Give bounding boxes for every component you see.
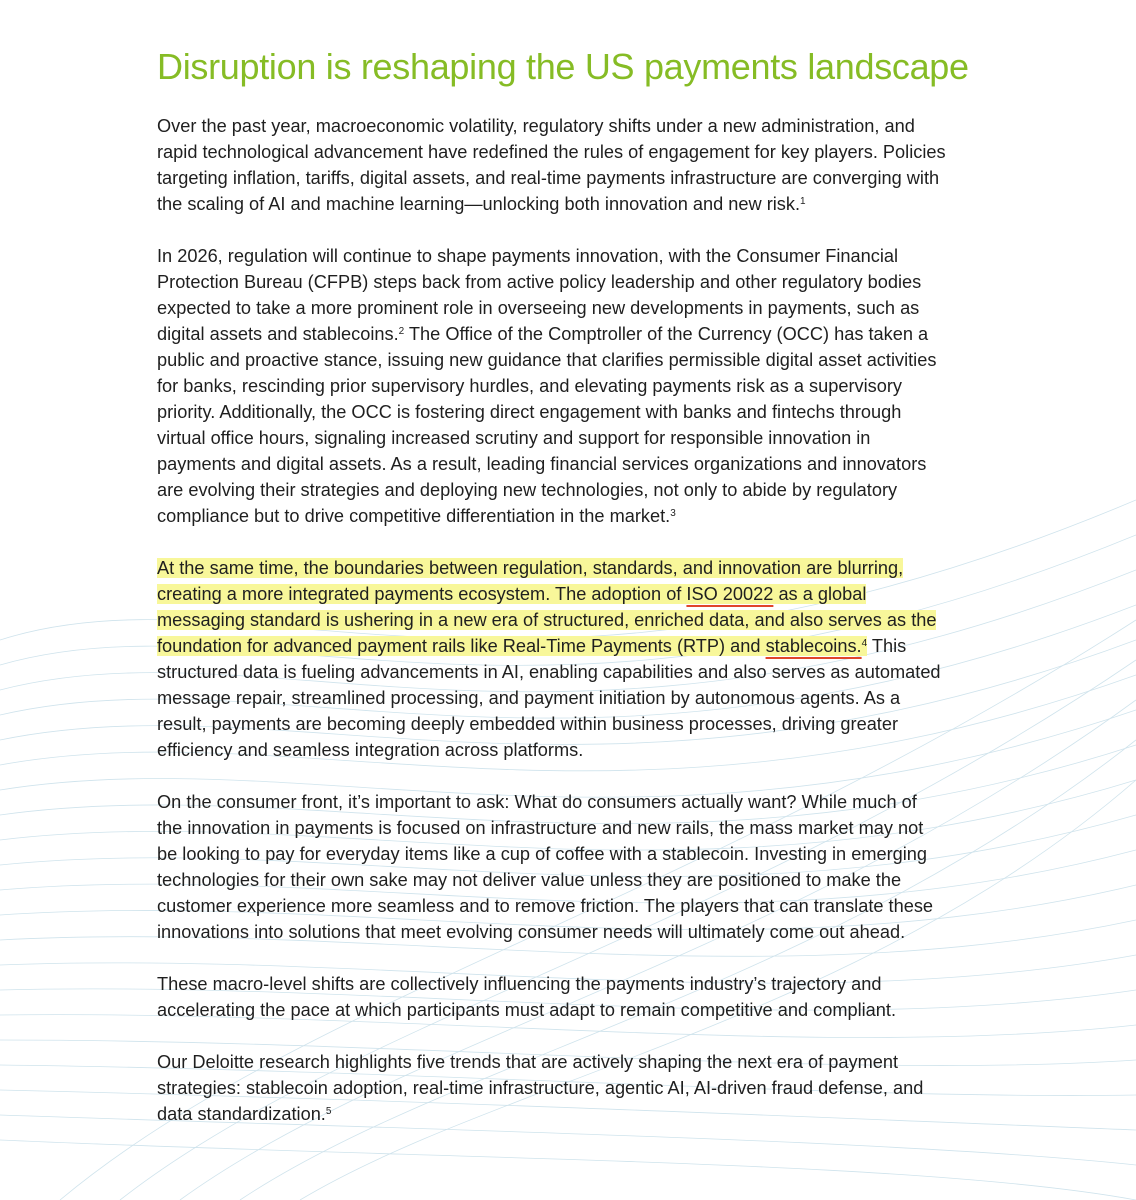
- underlined-term-iso-20022: ISO 20022: [686, 584, 774, 604]
- footnote-4[interactable]: 4: [861, 638, 868, 649]
- body-text: [157, 113, 947, 1153]
- paragraph-4: On the consumer front, it’s important to ask: What do consumers actually want? While much of the innovation in payments is focused on infrastructure and new rails, the mass market may not be looking to pay for everyday items like a cup of coffee with a stablecoin. Investing in emerging technologies for their own sake may not deliver value unless they are positioned to make the customer experience more seamless and to remove friction. The players that can translate these innovations into solutions that meet evolving consumer needs will ultimately come out ahead.: [157, 792, 934, 942]
- paragraph-3: At the same time, the boundaries between regulation, standards, and innovation are blurring, creating a more integrated payments ecosystem. The adoption of ISO 20022 as a global messaging standard is ushering in a new era of structured, enriched data, and also serves as the foundation for advanced payment rails like Real-Time Payments (RTP) and stablecoins.$^4$ This structured data is fueling advancements in AI, enabling capabilities and also serves as automated message repair, streamlined processing, and payment initiation by autonomous agents. As a result, payments are becoming deeply embedded within business processes, driving greater efficiency and seamless integration across platforms.: [157, 558, 941, 760]
- underlined-term-stablecoins: stablecoins.: [765, 636, 862, 656]
- paragraph-5: These macro-level shifts are collectively influencing the payments industry’s trajectory and accelerating the pace at which participants must adapt to remain competitive and compliant.: [157, 974, 897, 1020]
- footnote-2[interactable]: 2: [398, 326, 405, 337]
- highlighted-passage: At the same time, the boundaries between regulation, standards, and innovation are blurring, creating a more integrated payments ecosystem. The adoption of ISO 20022 as a global messaging standard is ushering in a new era of structured, enriched data, and also serves as the foundation for advanced payment rails like Real-Time Payments (RTP) and stablecoins.$^4$: [157, 558, 937, 656]
- footnote-1[interactable]: 1: [800, 196, 806, 207]
- page-title: Disruption is reshaping the US payments landscape: [157, 46, 969, 87]
- paragraph-1: Over the past year, macroeconomic volatility, regulatory shifts under a new administration, and rapid technological advancement have redefined the rules of engagement for key players. Policies targeting inflation, tariffs, digital assets, and real-time payments infrastructure are converging with the scaling of AI and machine learning—unlocking both innovation and new risk.$^1$: [157, 116, 946, 214]
- footnote-3[interactable]: 3: [670, 508, 676, 519]
- paragraph-2: In 2026, regulation will continue to shape payments innovation, with the Consumer Financial Protection Bureau (CFPB) steps back from active policy leadership and other regulatory bodies expected to take a more prominent role in overseeing new developments in payments, such as digital assets and stablecoins.$^2$ The Office of the Comptroller of the Currency (OCC) has taken a public and proactive stance, issuing new guidance that clarifies permissible digital asset activities for banks, rescinding prior supervisory hurdles, and elevating payments risk as a supervisory priority. Additionally, the OCC is fostering direct engagement with banks and fintechs through virtual office hours, signaling increased scrutiny and support for responsible innovation in payments and digital assets. As a result, leading financial services organizations and innovators are evolving their strategies and deploying new technologies, not only to abide by regulatory compliance but to drive competitive differentiation in the market.$^3$: [157, 246, 937, 526]
- footnote-5[interactable]: 5: [325, 1106, 332, 1117]
- paragraph-6: Our Deloitte research highlights five trends that are actively shaping the next era of payment strategies: stablecoin adoption, real-time infrastructure, agentic AI, AI-driven fraud defense, and data standardization.$^5$: [157, 1052, 924, 1124]
